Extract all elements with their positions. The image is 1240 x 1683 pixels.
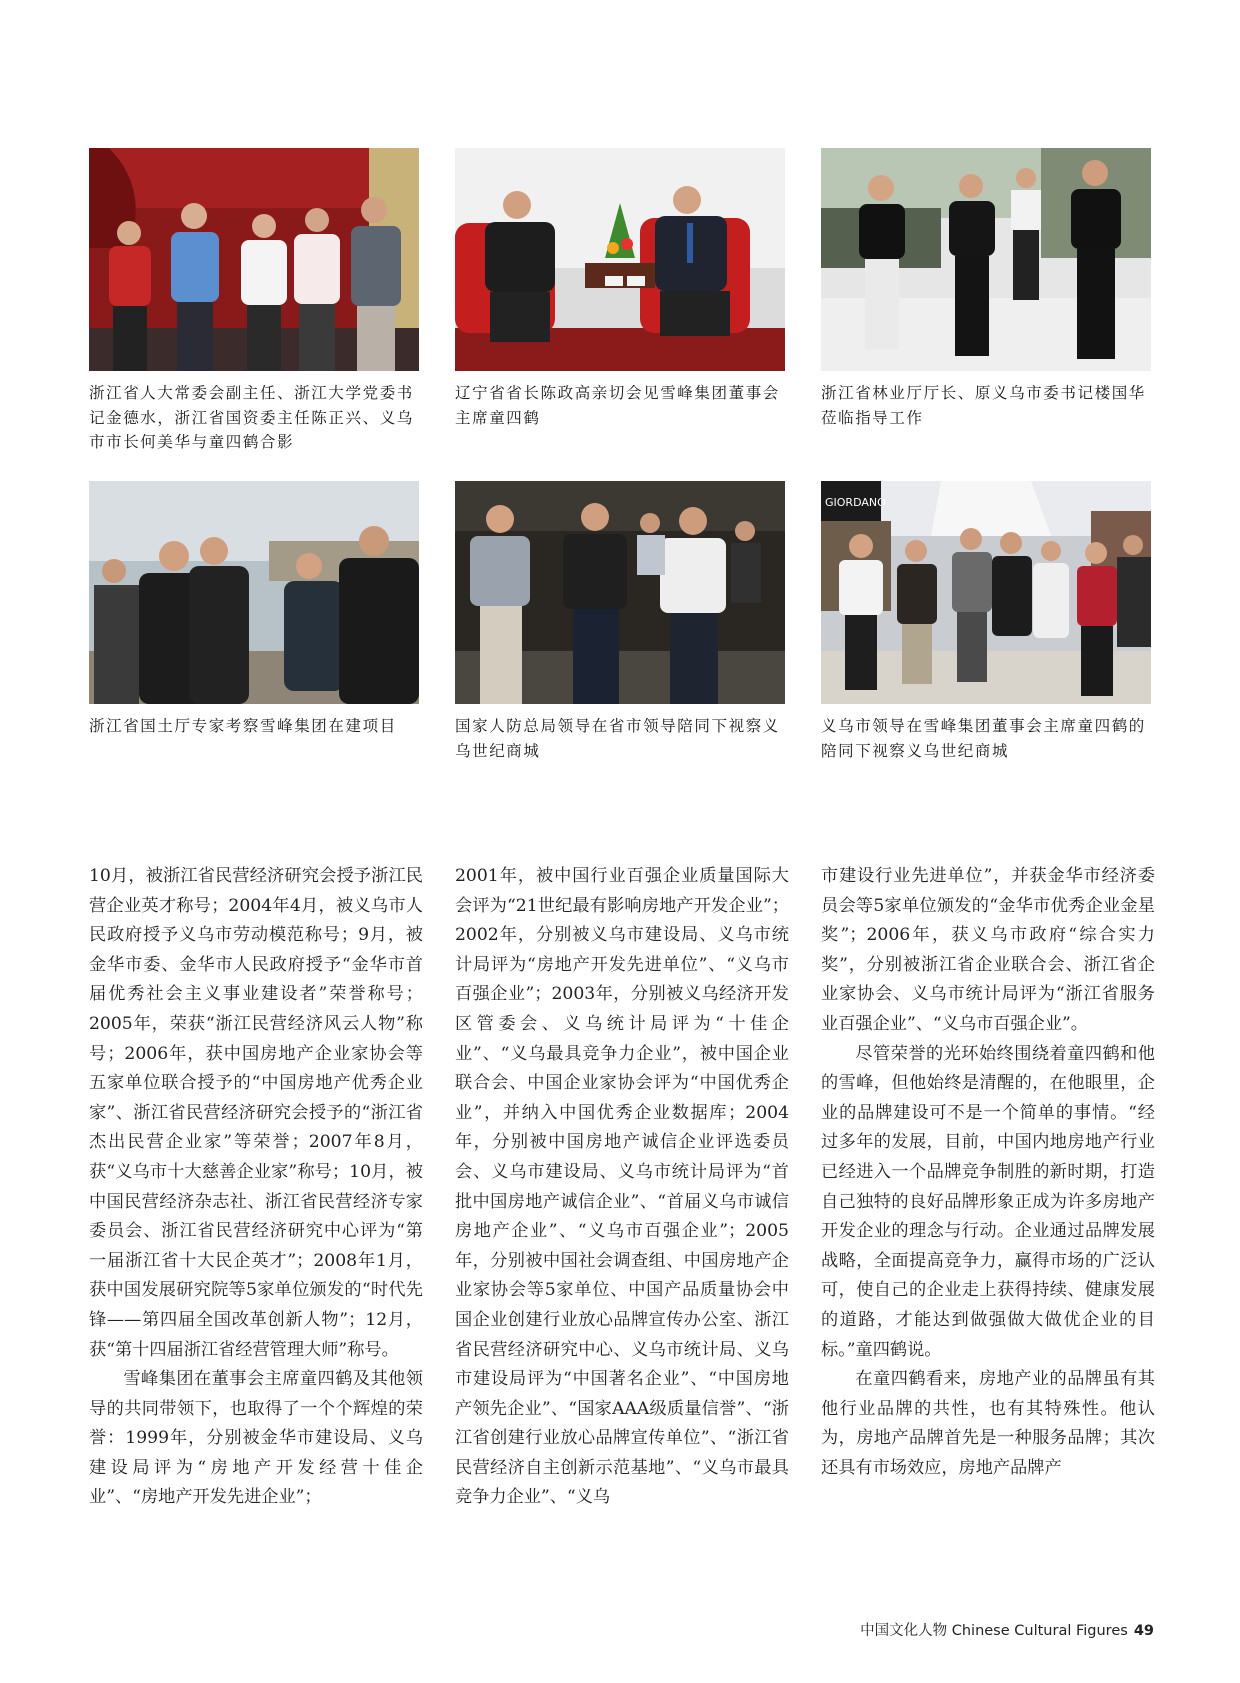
caption-photo-6: 义乌市领导在雪峰集团董事会主席童四鹤的陪同下视察义乌世纪商城 [821, 717, 1146, 760]
giordano-sign: GIORDANO [825, 496, 886, 509]
article-paragraph: 10月，被浙江省民营经济研究会授予浙江民营企业英才称号；2004年4月，被义乌市人民政府授予义乌市劳动模范称号；9月，被金华市委、金华市人民政府授予“金华市首届优秀社会主义事业建设者”荣誉称号；2005年，荣获“浙江民营经济风云人物”称号；2006年，获中国房地产企业家协会等五家单位联合授予的“中国房地产优秀企业家”、浙江省民营经济研究会授予的“浙江省杰出民营企业家”等荣誉；2007年8月，获“义乌市十大慈善企业家”称号；10月，被中国民营经济杂志社、浙江省民营经济专家委员会、浙江省民营经济研究中心评为“第一届浙江省十大民企英才”；2008年1月，获中国发展研究院等5家单位颁发的“时代先锋——第四届全国改革创新人物”；12月，获“第十四届浙江省经营管理大师”称号。 [89, 866, 423, 1360]
article-paragraph: 尽管荣誉的光环始终围绕着童四鹤和他的雪峰，但他始终是清醒的，在他眼里，企业的品牌建设可不是一个简单的事情。“经过多年的发展，目前，中国内地房地产行业已经进入一个品牌竞争制胜的新时期，打造自己独特的良好品牌形象正成为许多房地产开发企业的理念与行动。企业通过品牌发展战略，全面提高竞争力，赢得市场的广泛认可，使自己的企业走上获得持续、健康发展的道路，才能达到做强做大做优企业的目标。”童四鹤说。 [821, 1043, 1155, 1360]
photo-night-visit [455, 481, 785, 704]
article-column-1 [89, 862, 423, 1513]
caption-photo-2: 辽宁省省长陈政高亲切会见雪峰集团董事会主席童四鹤 [455, 384, 780, 427]
caption-photo-4: 浙江省国土厅专家考察雪峰集团在建项目 [89, 717, 397, 735]
photo-site-inspection [89, 481, 419, 704]
caption-photo-1: 浙江省人大常委会副主任、浙江大学党委书记金德水，浙江省国资委主任陈正兴、义乌市市长何美华与童四鹤合影 [89, 384, 414, 451]
page-footer [860, 1619, 1154, 1640]
article-column-2 [455, 862, 789, 1513]
article-paragraph: 2001年，被中国行业百强企业质量国际大会评为“21世纪最有影响房地产开发企业”；2002年，分别被义乌市建设局、义乌市统计局评为“房地产开发先进单位”、“义乌市百强企业”；2003年，分别被义乌经济开发区管委会、义乌统计局评为“十佳企业”、“义乌最具竞争力企业”，被中国企业联合会、中国企业家协会评为“中国优秀企业”，并纳入中国优秀企业数据库；2004年，分别被中国房地产诚信企业评选委员会、义乌市建设局、义乌市统计局评为“首批中国房地产诚信企业”、“首届义乌市诚信房地产企业”、“义乌市百强企业”；2005年，分别被中国社会调查组、中国房地产企业家协会等5家单位、中国产品质量协会中国企业创建行业放心品牌宣传办公室、浙江省民营经济研究中心、义乌市统计局、义乌市建设局评为“中国著名企业”、“中国房地产领先企业”、“国家AAA级质量信誉”、“浙江省创建行业放心品牌宣传单位”、“浙江省民营经济自主创新示范基地”、“义乌市最具竞争力企业”、“义乌 [455, 866, 789, 1508]
article-paragraph: 市建设行业先进单位”，并获金华市经济委员会等5家单位颁发的“金华市优秀企业金星奖”；2006年，获义乌市政府“综合实力奖”，分别被浙江省企业联合会、浙江省企业家协会、义乌市统计局评为“浙江省服务业百强企业”、“义乌市百强企业”。 [821, 866, 1155, 1034]
photo-street-walk [821, 148, 1151, 371]
caption-photo-5: 国家人防总局领导在省市领导陪同下视察义乌世纪商城 [455, 717, 780, 760]
photo-mall-visit [821, 481, 1151, 704]
magazine-name: 中国文化人物 Chinese Cultural Figures [860, 1623, 1128, 1639]
photo-meeting [455, 148, 785, 371]
photo-group-portrait [89, 148, 419, 371]
article-column-3 [821, 862, 1155, 1483]
page-number: 49 [1133, 1623, 1154, 1639]
article-paragraph: 雪峰集团在董事会主席童四鹤及其他领导的共同带领下，也取得了一个个辉煌的荣誉：1999年，分别被金华市建设局、义乌建设局评为“房地产开发经营十佳企业”、“房地产开发先进企业”； [89, 1369, 423, 1508]
caption-photo-3: 浙江省林业厅厅长、原义乌市委书记楼国华莅临指导工作 [821, 384, 1146, 427]
article-paragraph: 在童四鹤看来，房地产业的品牌虽有其他行业品牌的共性，也有其特殊性。他认为，房地产品牌首先是一种服务品牌；其次还具有市场效应，房地产品牌产 [821, 1369, 1155, 1478]
